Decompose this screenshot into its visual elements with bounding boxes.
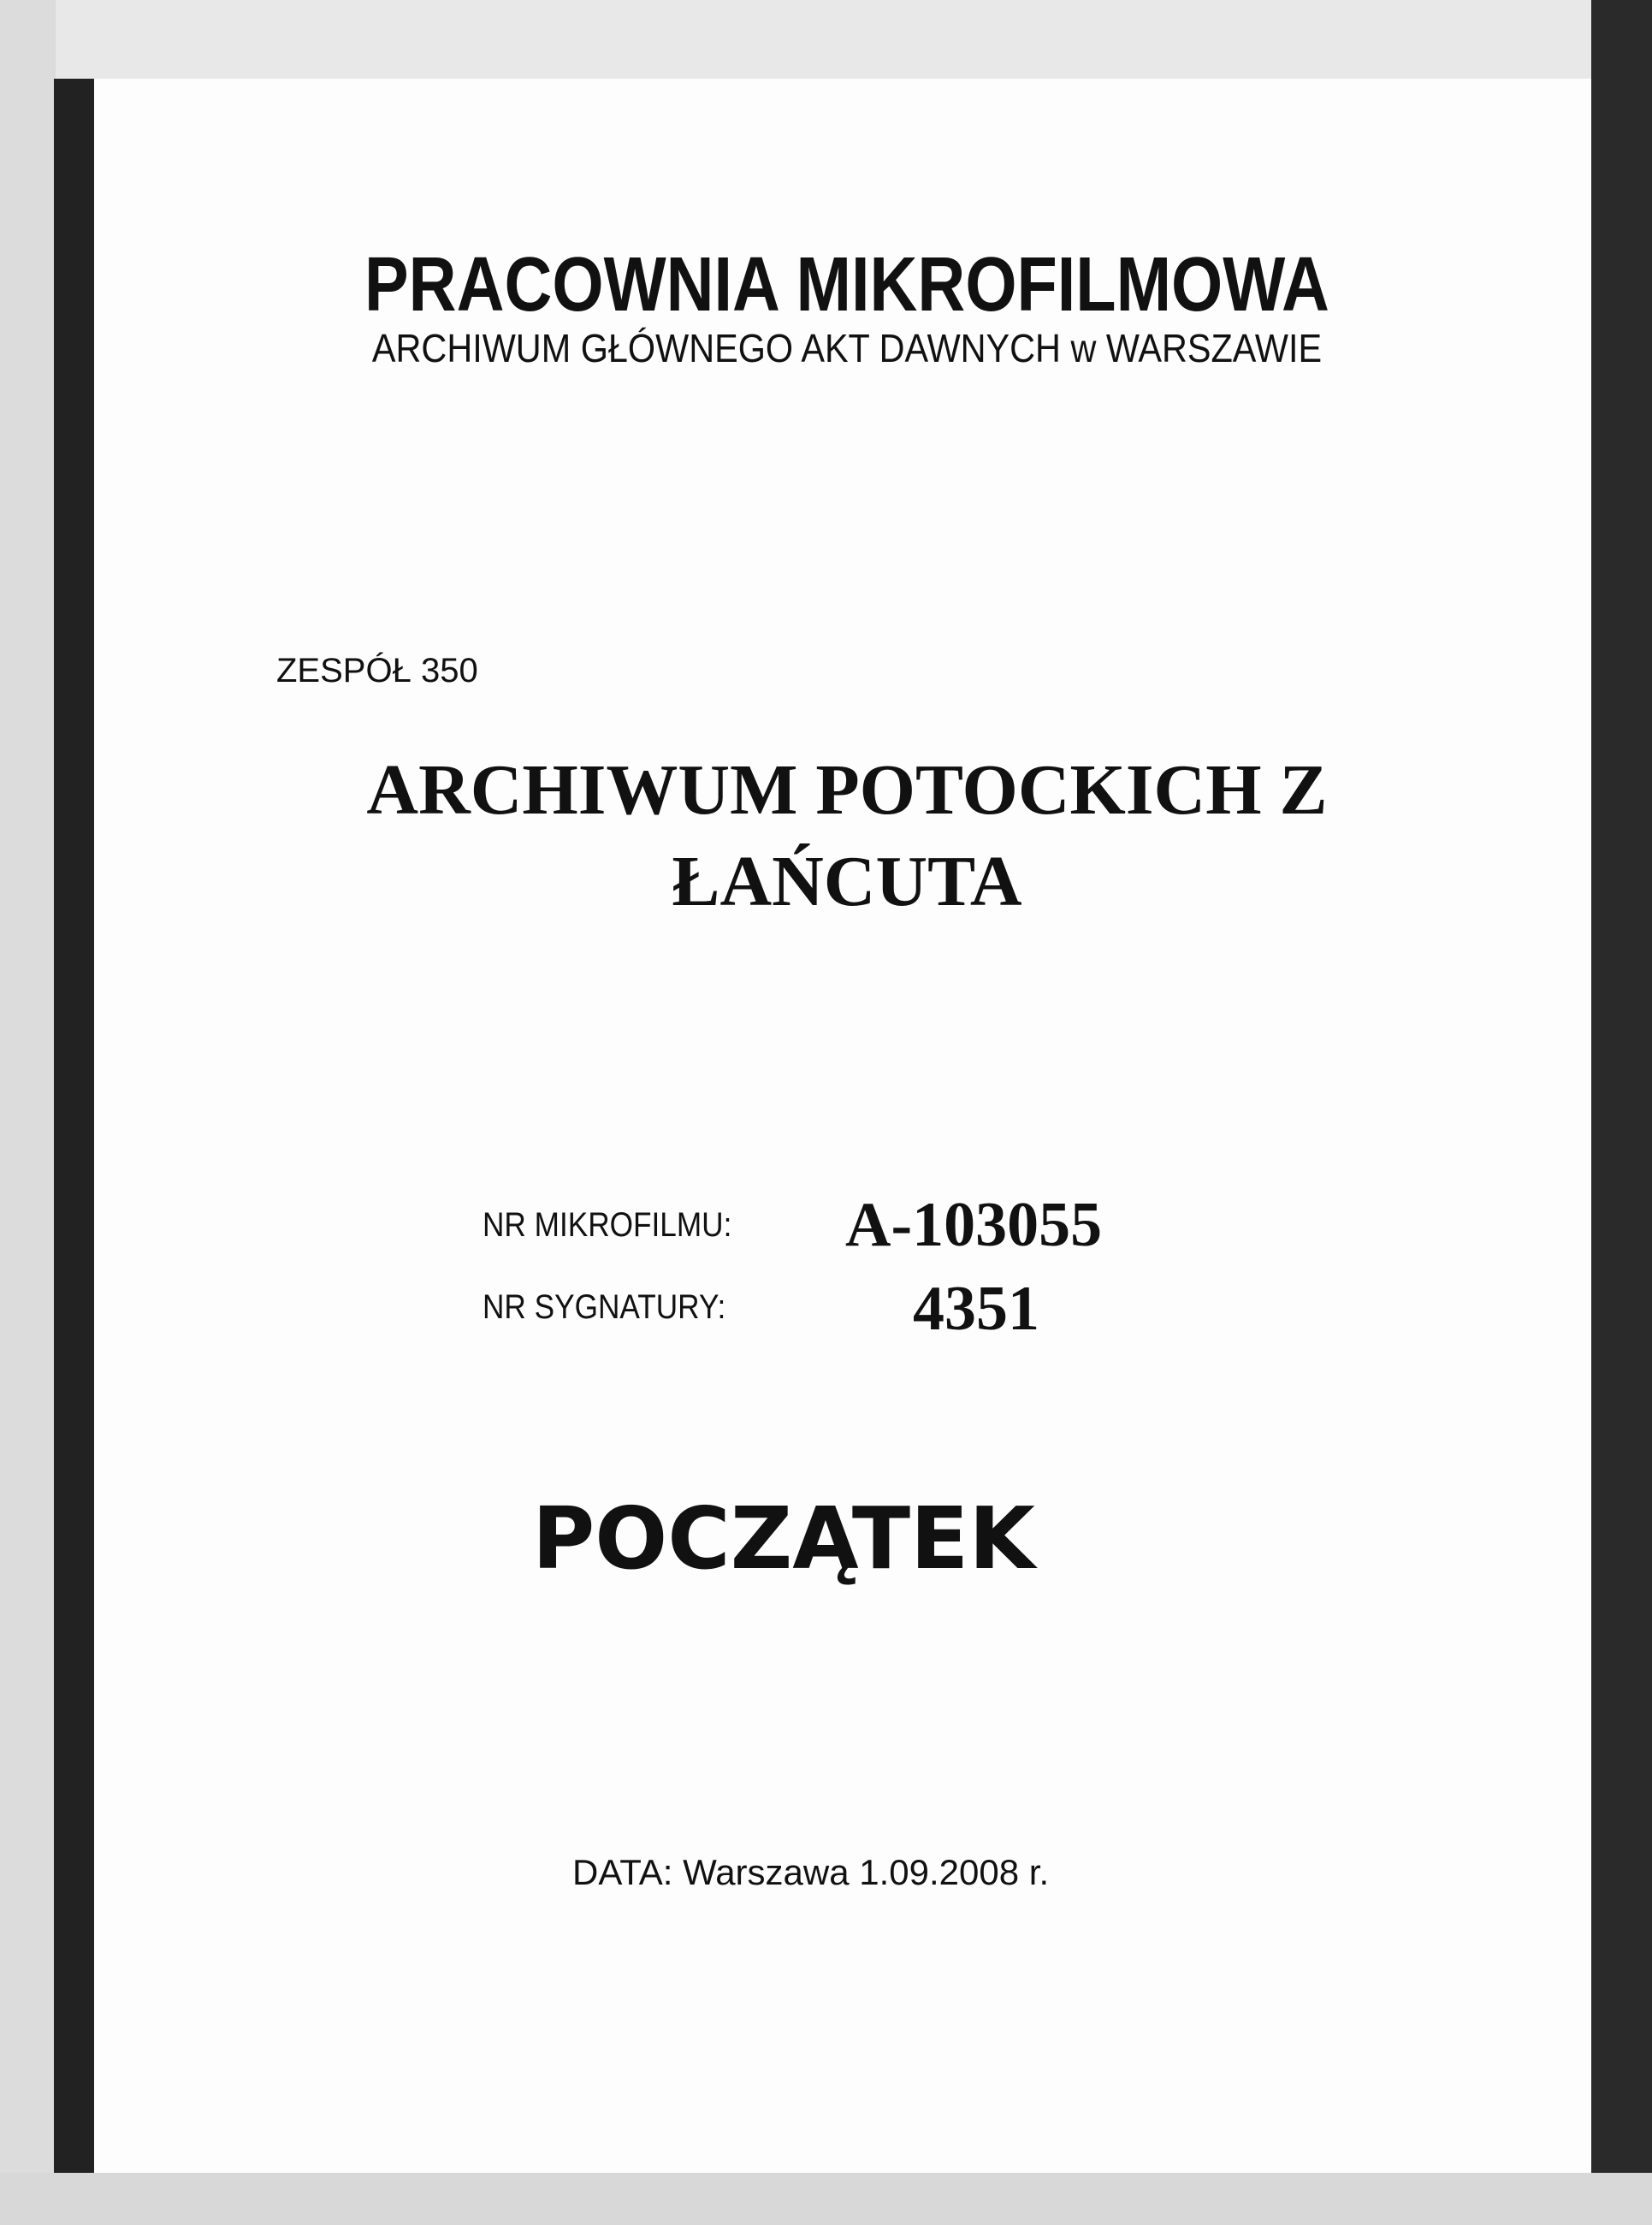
page-shadow-edge (54, 79, 94, 2173)
header-title: PRACOWNIA MIKROFILMOWA (364, 242, 1329, 328)
collection-name-line2: ŁAŃCUTA (672, 842, 1022, 921)
start-marker: POCZĄTEK (532, 1488, 1035, 1589)
microfilm-value: A-103055 (845, 1190, 1103, 1260)
scan-background-bottom (0, 2173, 1652, 2225)
scan-background-top (0, 0, 1652, 81)
signature-value: 4351 (913, 1274, 1039, 1344)
microfilm-label: NR MIKROFILMU: (483, 1206, 732, 1244)
date-line: DATA: Warszawa 1.09.2008 r. (572, 1852, 1050, 1892)
scan-background-right (1591, 0, 1652, 2225)
signature-label: NR SYGNATURY: (483, 1288, 726, 1326)
collection-name-line1: ARCHIWUM POTOCKICH Z (366, 750, 1328, 830)
header-subtitle: ARCHIWUM GŁÓWNEGO AKT DAWNYCH w WARSZAWIE (371, 326, 1323, 370)
scan-background-left (0, 0, 56, 2225)
collection-number: ZESPÓŁ 350 (276, 652, 478, 689)
